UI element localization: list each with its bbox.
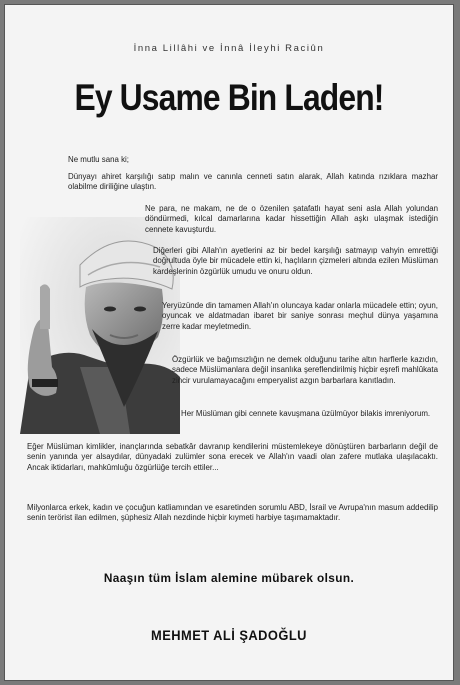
paragraph: Ne mutlu sana ki; — [68, 155, 129, 164]
closing-line: Naaşın tüm İslam alemine mübarek olsun. — [103, 571, 355, 585]
paragraph: Yeryüzünde din tamamen Allah'ın oluncaya kadar onlarla mücadele ettin; oyun, oyuncak ve aldatmadan ibaret bir saniye sonrası meçhul dünya yaşamına zerre kadar meyletmedin. — [162, 301, 438, 331]
paragraph: Diğerleri gibi Allah'ın ayetlerini az bir bedel karşılığı satmayıp vahyin emrettiği doğrultuda öyle bir mücadele ettin ki, haçlıların çizmeleri altında ezilen Müslüman kardeşlerinin özgürlük umudu ve onuru oldun. — [153, 246, 438, 276]
paragraph: Ne para, ne makam, ne de o özenilen şatafatlı hayat seni asla Allah yolundan döndürmedi, kılcal damarlarına kadar hissettiğin Allah aşkı ulaşmak istediğin cennete kavuşturdu. — [145, 204, 438, 234]
top-line: İnna Lillâhi ve İnnâ İleyhi Raciûn — [133, 43, 325, 54]
paragraph: Her Müslüman gibi cennete kavuşmana üzülmüyor bilakis imreniyorum. — [181, 409, 431, 418]
paragraph: Dünyayı ahiret karşılığı satıp malın ve canınla cenneti satın alarak, Allah katında rızıklara mazhar olabilme diriliğine ulaştın. — [68, 172, 438, 192]
headline: Ey Usame Bin Laden! — [74, 77, 384, 118]
signature: MEHMET ALİ ŞADOĞLU — [151, 627, 307, 643]
paragraph: Özgürlük ve bağımsızlığın ne demek olduğunu tarihe altın harflerle kazıdın, sadece Müslümanlara değil insanlıka şereflendirilmiş hiçbir eşrefi mahlûkata zincir vurulamayacağını emperyalist azgın barbarlara kanıtladın. — [172, 355, 438, 385]
paragraph: Milyonlarca erkek, kadın ve çocuğun katliamından ve esaretinden sorumlu ABD, İsrail ve Avrupa'nın masum addedilip senin terörist ilan edilmen, şüphesiz Allah nezdinde hiçbir kıymeti harbiye taşımamaktadır. — [27, 503, 438, 523]
paragraph: Eğer Müslüman kimlikler, inançlarında sebatkâr davranıp kendilerini müstemlekeye dönüştüren barbarların değil de senin yanında yer alsaydılar, dünyadaki zulümler sona erecek ve Allah'ın vaadi olan zafere mutlaka ulaşılacaktı. Ancak iktidarları, mahkûmluğu özgürlüğe tercih ettiler... — [27, 442, 438, 472]
newspaper-ad-page — [4, 4, 454, 681]
